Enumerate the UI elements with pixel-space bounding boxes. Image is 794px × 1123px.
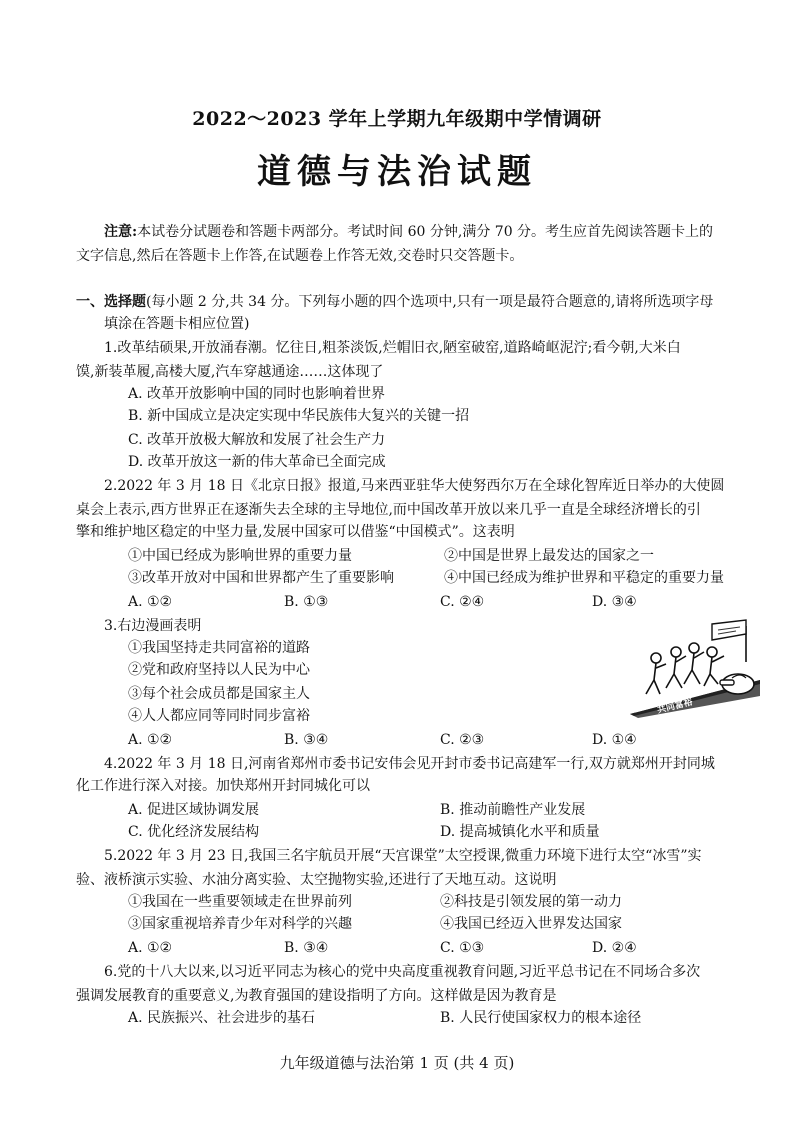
cartoon-sign-text: 共同富裕 — [656, 697, 694, 716]
section-heading — [76, 292, 713, 312]
q3-statement-3: ③每个社会成员都是国家主人 — [128, 686, 310, 702]
q1-stem-2: 馍,新装革履,高楼大厦,汽车穿越通途……这体现了 — [76, 364, 384, 380]
q5-option-d: D. ②④ — [592, 940, 637, 956]
q2-option-b: B. ①③ — [284, 594, 329, 610]
q6-stem-2: 强调发展教育的重要意义,为教育强国的建设指明了方向。这样做是因为教育是 — [76, 988, 557, 1004]
q3-stem: 3.右边漫画表明 — [104, 618, 202, 634]
banner-flag-icon — [712, 620, 746, 662]
q3-option-d: D. ①④ — [592, 732, 637, 748]
q1-option-d: D. 改革开放这一新的伟大革命已全面完成 — [128, 454, 386, 470]
q4-option-a: A. 促进区域协调发展 — [128, 802, 260, 818]
exam-title: 道德与法治试题 — [257, 152, 537, 192]
section-instructions-2: 填涂在答题卡相应位置) — [104, 316, 250, 332]
q2-statement-3: ③改革开放对中国和世界都产生了重要影响 — [128, 570, 394, 586]
q2-statement-4: ④中国已经成为维护世界和平稳定的重要力量 — [444, 570, 724, 586]
notice-text-1: 本试卷分试题卷和答题卡两部分。考试时间 60 分钟,满分 70 分。考生应首先阅读答题卡上的 — [137, 224, 714, 240]
notice-label: 注意: — [104, 224, 138, 240]
q4-option-b: B. 推动前瞻性产业发展 — [440, 802, 586, 818]
q2-stem-1: 2.2022 年 3 月 18 日《北京日报》报道,马来西亚驻华大使努西尔万在全球化智库近日举办的大使圆 — [104, 478, 725, 494]
q2-option-a: A. ①② — [128, 594, 173, 610]
q2-option-d: D. ③④ — [592, 594, 637, 610]
q6-stem-1: 6.党的十八大以来,以习近平同志为核心的党中央高度重视教育问题,习近平总书记在不同场合多次 — [104, 964, 701, 980]
notice-line-1 — [104, 222, 713, 242]
runner-figures-icon — [646, 643, 724, 694]
common-prosperity-cartoon — [628, 618, 764, 718]
q3-option-c: C. ②③ — [440, 732, 485, 748]
q5-option-b: B. ③④ — [284, 940, 329, 956]
q4-option-c: C. 优化经济发展结构 — [128, 824, 260, 840]
q3-statement-4: ④人人都应同等同时同步富裕 — [128, 708, 310, 724]
q5-statement-4: ④我国已经迈入世界发达国家 — [440, 916, 622, 932]
q3-option-b: B. ③④ — [284, 732, 329, 748]
q5-stem-1: 5.2022 年 3 月 23 日,我国三名宇航员开展“天宫课堂”太空授课,微重力环境下进行太空“冰雪”实 — [104, 848, 702, 864]
q4-stem-2: 化工作进行深入对接。加快郑州开封同城化可以 — [76, 778, 370, 794]
page-footer: 九年级道德与法治第 1 页 (共 4 页) — [279, 1054, 515, 1072]
q6-option-a: A. 民族振兴、社会进步的基石 — [128, 1010, 316, 1026]
q3-statement-1: ①我国坚持走共同富裕的道路 — [128, 640, 310, 656]
q1-option-c: C. 改革开放极大解放和发展了社会生产力 — [128, 432, 386, 448]
q2-statement-1: ①中国已经成为影响世界的重要力量 — [128, 548, 352, 564]
q2-statement-2: ②中国是世界上最发达的国家之一 — [444, 548, 654, 564]
q5-statement-3: ③国家重视培养青少年对科学的兴趣 — [128, 916, 352, 932]
q3-option-a: A. ①② — [128, 732, 173, 748]
q5-option-a: A. ①② — [128, 940, 173, 956]
q2-option-c: C. ②④ — [440, 594, 485, 610]
q5-stem-2: 验、液桥演示实验、水油分离实验、太空抛物实验,还进行了天地互动。这说明 — [76, 872, 557, 888]
q1-stem-1: 1.改革结硕果,开放涌春潮。忆往日,粗茶淡饭,烂帽旧衣,陋室破窑,道路崎岖泥泞;看今朝,大米白 — [104, 340, 681, 356]
section-label: 一、选择题 — [76, 294, 146, 310]
q2-stem-3: 擎和维护地区稳定的中坚力量,发展中国家可以借鉴“中国模式”。这表明 — [76, 524, 515, 540]
q6-option-b: B. 人民行使国家权力的根本途径 — [440, 1010, 642, 1026]
section-instructions-1: (每小题 2 分,共 34 分。下列每小题的四个选项中,只有一项是最符合题意的,请将所选项字母 — [146, 294, 714, 310]
q5-option-c: C. ①③ — [440, 940, 485, 956]
q3-statement-2: ②党和政府坚持以人民为中心 — [128, 662, 310, 678]
q1-option-b: B. 新中国成立是决定实现中华民族伟大复兴的关键一招 — [128, 408, 470, 424]
q5-statement-1: ①我国在一些重要领域走在世界前列 — [128, 894, 352, 910]
q5-statement-2: ②科技是引领发展的第一动力 — [440, 894, 622, 910]
q4-option-d: D. 提高城镇化水平和质量 — [440, 824, 600, 840]
q1-option-a: A. 改革开放影响中国的同时也影响着世界 — [128, 386, 386, 402]
q2-stem-2: 桌会上表示,西方世界正在逐渐失去全球的主导地位,而中国改革开放以来几乎一直是全球经济增长的引 — [76, 502, 701, 518]
notice-line-2: 文字信息,然后在答题卡上作答,在试题卷上作答无效,交卷时只交答题卡。 — [76, 248, 524, 264]
exam-subtitle: 2022～2023 学年上学期九年级期中学情调研 — [192, 108, 602, 130]
q4-stem-1: 4.2022 年 3 月 18 日,河南省郑州市委书记安伟会见开封市委书记高建军一行,双方就郑州开封同城 — [104, 756, 715, 772]
